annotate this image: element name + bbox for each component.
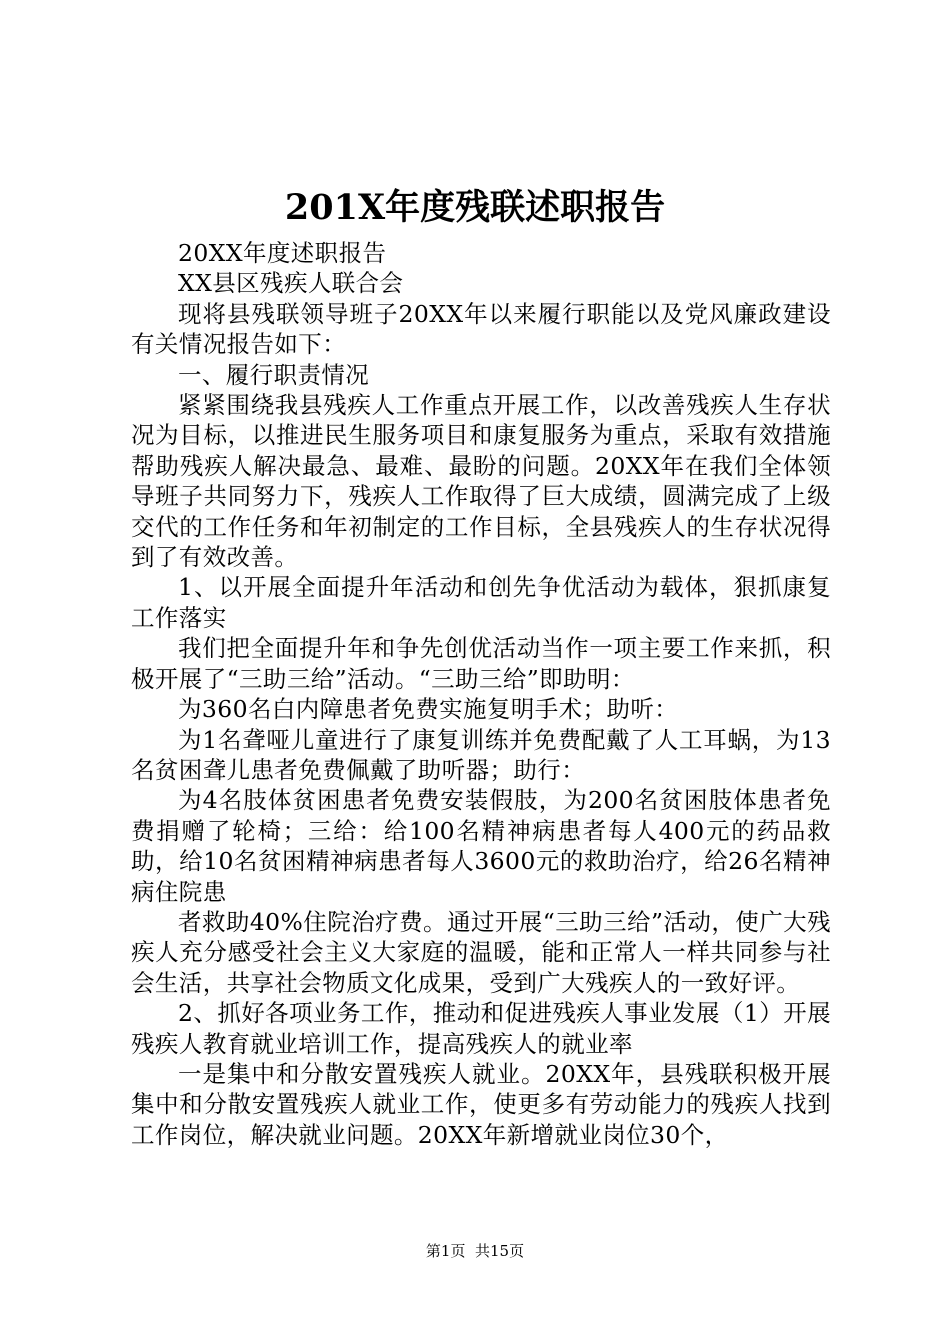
- document-title: 201X年度残联述职报告: [284, 187, 666, 228]
- subsection-heading: 2、抓好各项业务工作，推动和促进残疾人事业发展（1）开展残疾人教育就业培训工作，提高残疾人的就业率: [131, 999, 831, 1058]
- paragraph: 为4名肢体贫困患者免费安装假肢，为200名贫困肢体患者免费捐赠了轮椅；三给：给100名精神病患者每人400元的药品救助，给10名贫困精神病患者每人3600元的救助治疗，给26名精神病住院患: [131, 786, 831, 906]
- paragraph: 一是集中和分散安置残疾人就业。20XX年，县残联积极开展集中和分散安置残疾人就业工作，使更多有劳动能力的残疾人找到工作岗位，解决就业问题。20XX年新增就业岗位30个，: [131, 1059, 831, 1149]
- section-heading: 一、履行职责情况: [178, 360, 370, 389]
- subsection-heading: 1、以开展全面提升年活动和创先争优活动为载体，狠抓康复工作落实: [131, 573, 831, 632]
- paragraph: XX县区残疾人联合会: [178, 269, 404, 298]
- paragraph: 为360名白内障患者免费实施复明手术；助听：: [178, 695, 679, 724]
- paragraph: 我们把全面提升年和争先创优活动当作一项主要工作来抓，积极开展了“三助三给”活动。“三助三给”即助明：: [131, 634, 831, 693]
- paragraph: 紧紧围绕我县残疾人工作重点开展工作，以改善残疾人生存状况为目标，以推进民生服务项目和康复服务为重点，采取有效措施帮助残疾人解决最急、最难、最盼的问题。20XX年在我们全体领导班子共同努力下，残疾人工作取得了巨大成绩，圆满完成了上级交代的工作任务和年初制定的工作目标，全县残疾人的生存状况得到了有效改善。: [131, 391, 831, 572]
- paragraph: 现将县残联领导班子20XX年以来履行职能以及党风廉政建设有关情况报告如下：: [131, 299, 831, 359]
- paragraph: 者救助40%住院治疗费。通过开展“三助三给”活动，使广大残疾人充分感受社会主义大家庭的温暖，能和正常人一样共同参与社会生活，共享社会物质文化成果，受到广大残疾人的一致好评。: [131, 907, 831, 997]
- document-body: [131, 238, 831, 1150]
- page-footer: 第1页 共15页: [425, 1242, 525, 1260]
- paragraph: 20XX年度述职报告: [178, 239, 387, 267]
- paragraph: 为1名聋哑儿童进行了康复训练并免费配戴了人工耳蜗，为13名贫困聋儿患者免费佩戴了助听器；助行：: [131, 725, 831, 784]
